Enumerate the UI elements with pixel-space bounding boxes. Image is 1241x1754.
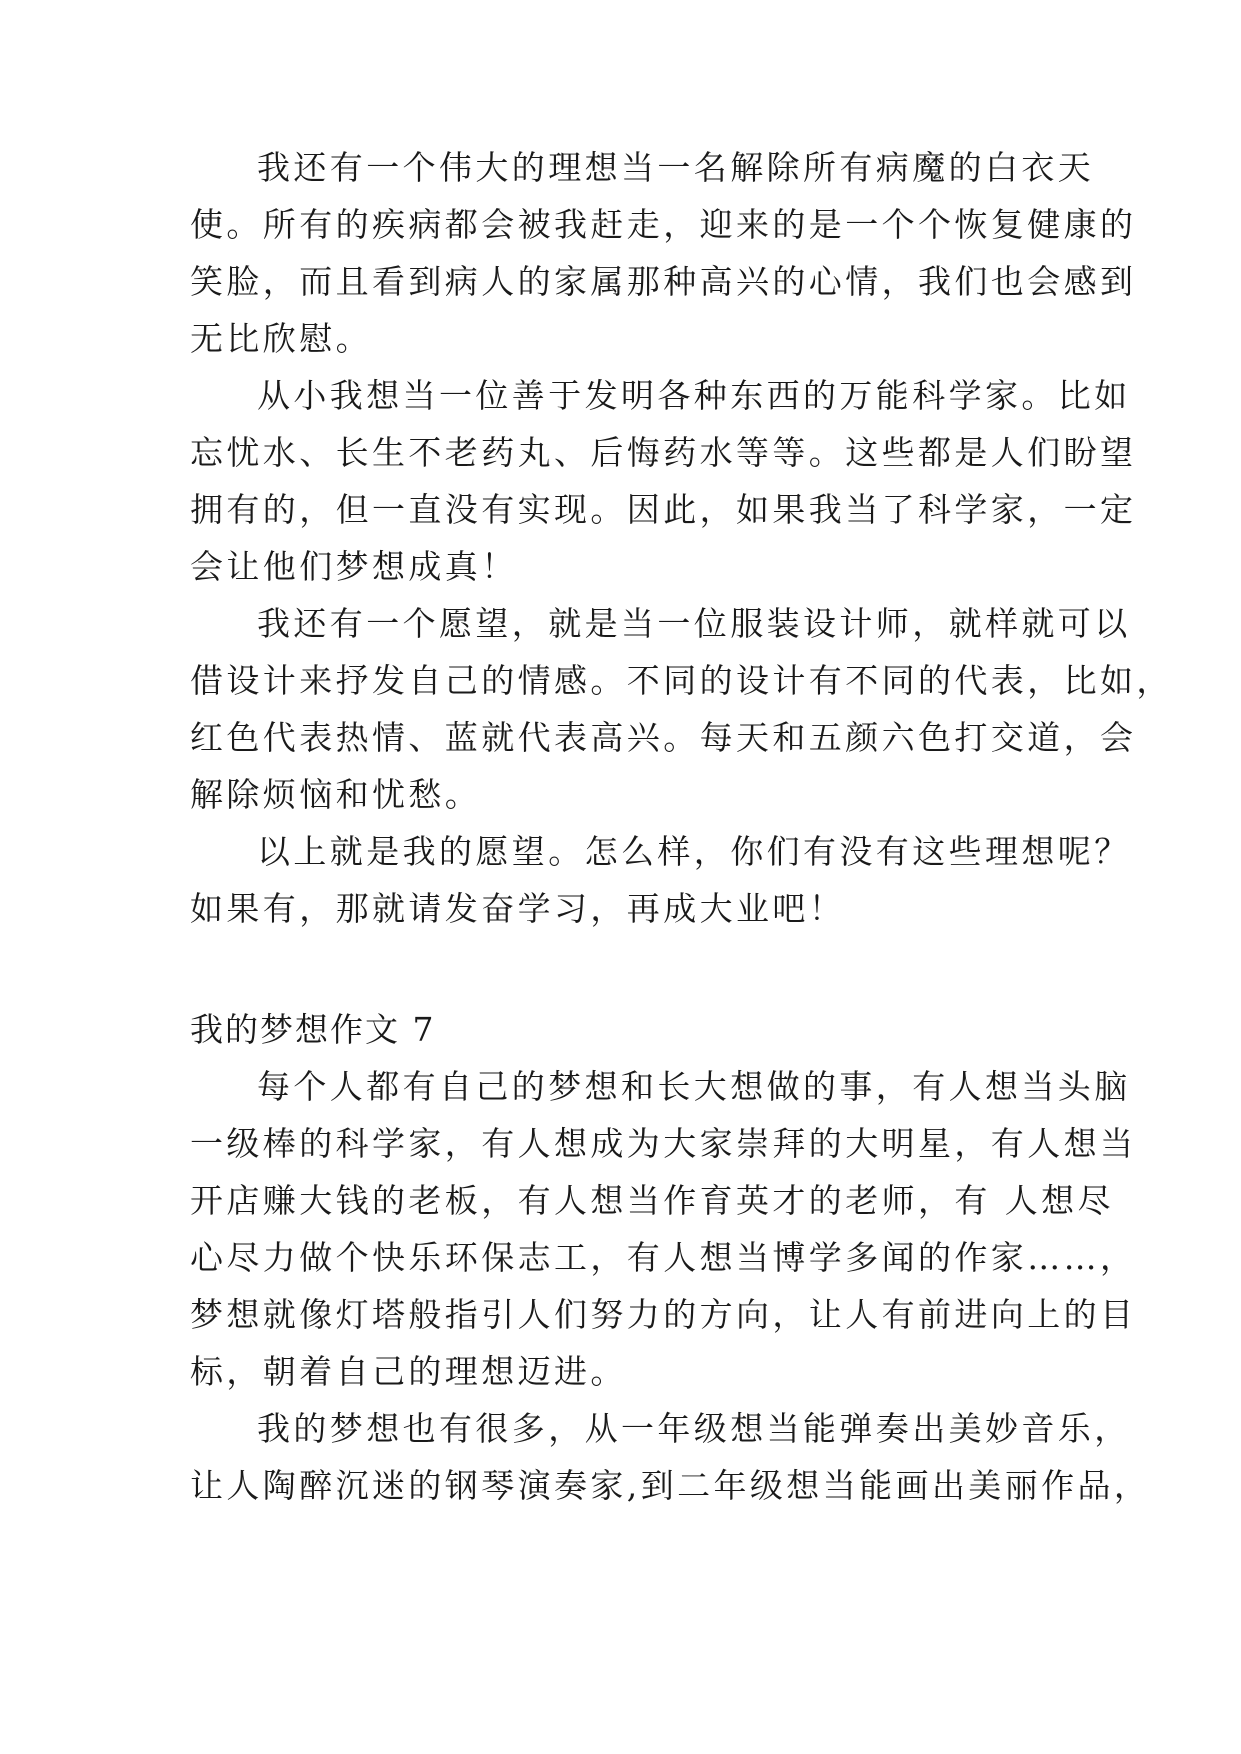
paragraph-1-line-2: 使。所有的疾病都会被我赶走，迎来的是一个个恢复健康的: [190, 205, 1137, 244]
section-paragraph-2-line-1: 我的梦想也有很多，从一年级想当能弹奏出美妙音乐，: [257, 1409, 1131, 1448]
paragraph-2-line-2: 忘忧水、长生不老药丸、后悔药水等等。这些都是人们盼望: [190, 433, 1137, 472]
section-title: 我的梦想作文 7: [190, 1010, 436, 1049]
paragraph-1-line-3: 笑脸，而且看到病人的家属那种高兴的心情，我们也会感到: [190, 262, 1137, 301]
paragraph-3-line-2: 借设计来抒发自己的情感。不同的设计有不同的代表，比如，: [190, 661, 1173, 700]
paragraph-2-line-4: 会让他们梦想成真！: [190, 547, 518, 586]
paragraph-3-line-3: 红色代表热情、蓝就代表高兴。每天和五颜六色打交道，会: [190, 718, 1137, 757]
section-paragraph-1-line-1: 每个人都有自己的梦想和长大想做的事，有人想当头脑: [257, 1067, 1131, 1106]
paragraph-2-line-3: 拥有的，但一直没有实现。因此，如果我当了科学家，一定: [190, 490, 1137, 529]
paragraph-3-line-4: 解除烦恼和忧愁。: [190, 775, 482, 814]
section-paragraph-1-line-5: 梦想就像灯塔般指引人们努力的方向，让人有前进向上的目: [190, 1295, 1137, 1334]
section-paragraph-2-line-2: 让人陶醉沉迷的钢琴演奏家,到二年级想当能画出美丽作品，: [190, 1466, 1151, 1505]
section-paragraph-1-line-6: 标，朝着自己的理想迈进。: [190, 1352, 627, 1391]
section-paragraph-1-line-2: 一级棒的科学家，有人想成为大家崇拜的大明星，有人想当: [190, 1124, 1137, 1163]
paragraph-2-line-1: 从小我想当一位善于发明各种东西的万能科学家。比如: [257, 376, 1131, 415]
paragraph-4-line-1: 以上就是我的愿望。怎么样，你们有没有这些理想呢？: [257, 832, 1131, 871]
paragraph-1-line-1: 我还有一个伟大的理想当一名解除所有病魔的白衣天: [257, 148, 1095, 187]
section-paragraph-1-line-3: 开店赚大钱的老板，有人想当作育英才的老师，有 人想尽: [190, 1181, 1114, 1220]
paragraph-4-line-2: 如果有，那就请发奋学习，再成大业吧！: [190, 889, 846, 928]
paragraph-3-line-1: 我还有一个愿望，就是当一位服装设计师，就样就可以: [257, 604, 1131, 643]
section-paragraph-1-line-4: 心尽力做个快乐环保志工，有人想当博学多闻的作家……，: [190, 1238, 1137, 1277]
paragraph-1-line-4: 无比欣慰。: [190, 319, 372, 358]
